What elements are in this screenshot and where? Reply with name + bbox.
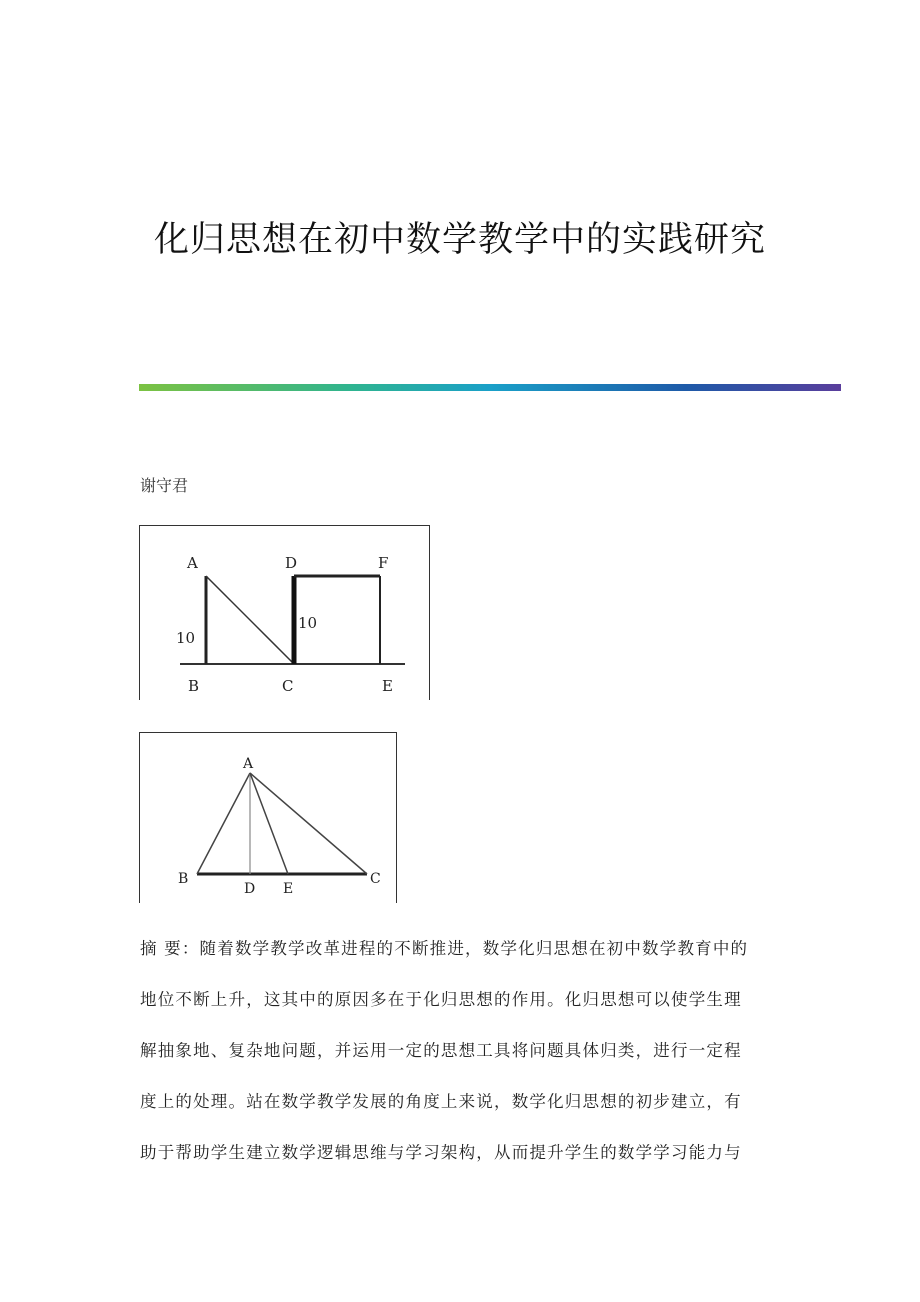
segment-ab	[197, 773, 250, 874]
abstract-line: 度上的处理。站在数学教学发展的角度上来说，数学化归思想的初步建立，有	[140, 1092, 742, 1111]
label-b: B	[188, 677, 200, 695]
label-b: B	[178, 871, 189, 887]
label-a: A	[187, 554, 198, 572]
abstract-line: 摘 要：随着数学教学改革进程的不断推进，数学化归思想在初中数学教育中的	[140, 939, 749, 958]
label-d: D	[244, 881, 256, 897]
length-label-ab: 10	[176, 629, 196, 647]
label-e: E	[283, 881, 294, 897]
figure-triangle-square	[139, 525, 430, 700]
label-f: F	[378, 554, 389, 572]
label-c: C	[282, 677, 294, 695]
abstract-line: 解抽象地、复杂地问题，并运用一定的思想工具将问题具体归类，进行一定程	[140, 1041, 742, 1060]
label-d: D	[285, 554, 298, 572]
paper-title: 化归思想在初中数学教学中的实践研究	[153, 220, 766, 260]
segment-ac	[206, 576, 294, 664]
label-c: C	[370, 871, 381, 887]
segment-ae	[250, 773, 288, 874]
figure-1-diagram	[140, 526, 429, 700]
author-name: 谢守君	[140, 476, 189, 495]
abstract	[140, 930, 790, 1185]
figure-2-diagram	[140, 733, 396, 903]
abstract-line: 地位不断上升，这其中的原因多在于化归思想的作用。化归思想可以使学生理	[140, 990, 742, 1009]
label-e: E	[382, 677, 393, 695]
title-divider	[139, 384, 841, 391]
segment-ac	[250, 773, 367, 874]
label-a: A	[243, 756, 254, 772]
length-label-dc: 10	[298, 614, 318, 632]
abstract-line: 助于帮助学生建立数学逻辑思维与学习架构，从而提升学生的数学学习能力与	[140, 1143, 742, 1162]
figure-triangle-abc	[139, 732, 397, 903]
